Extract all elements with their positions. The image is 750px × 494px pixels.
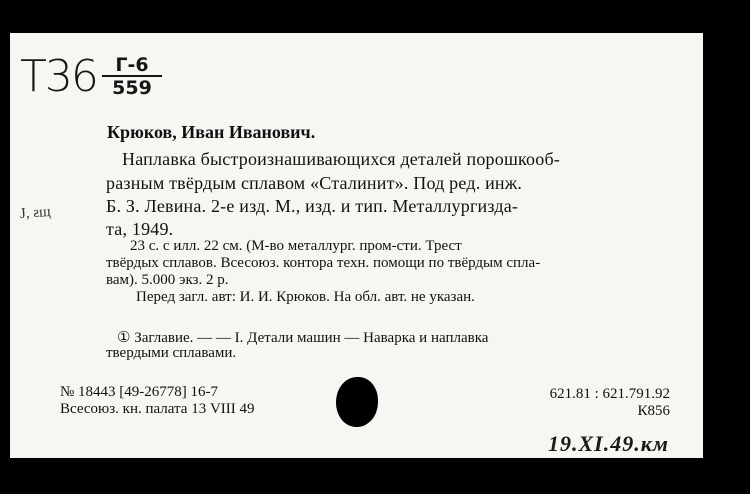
title-line: разным твёрдым сплавом «Сталинит». Под ред. инж. <box>106 173 523 193</box>
author-heading: Крюков, Иван Иванович. <box>107 122 316 142</box>
catalog-card <box>10 33 703 458</box>
handwritten-margin-note: J, ƨщ <box>19 203 52 223</box>
book-chamber-stamp: Всесоюз. кн. палата 13 VIII 49 <box>60 401 255 417</box>
subject-heading-line: твердыми сплавами. <box>106 345 237 361</box>
shelf-denominator: 559 <box>112 77 152 99</box>
date-stamp: 19.XI.49.км <box>548 431 669 456</box>
title-line: Наплавка быстроизнашивающихся деталей порошкооб- <box>122 149 561 169</box>
ink-blot <box>336 377 378 427</box>
author-mark: К856 <box>637 403 670 419</box>
shelf-numerator: Г-6 <box>102 55 162 77</box>
physical-description-line: твёрдых сплавов. Всесоюз. контора техн. помощи по твёрдым спла- <box>106 255 541 271</box>
physical-description-line: 23 с. с илл. 22 см. (М-во металлург. пром-сти. Трест <box>130 238 462 254</box>
shelf-mark: Т36 <box>20 51 97 102</box>
subject-heading-line: ① Заглавие. — — I. Детали машин — Наварка и наплавка <box>117 330 489 346</box>
title-line: Б. З. Левина. 2-е изд. М., изд. и тип. Металлургизда- <box>106 196 519 216</box>
shelf-fraction <box>102 55 162 99</box>
classification-index: 621.81 : 621.791.92 <box>549 386 670 402</box>
author-note-line: Перед загл. авт: И. И. Крюков. На обл. авт. не указан. <box>136 289 475 305</box>
title-line: та, 1949. <box>106 219 174 239</box>
physical-description-line: вам). 5.000 экз. 2 р. <box>106 272 229 288</box>
record-number: № 18443 [49-26778] 16-7 <box>60 384 219 400</box>
